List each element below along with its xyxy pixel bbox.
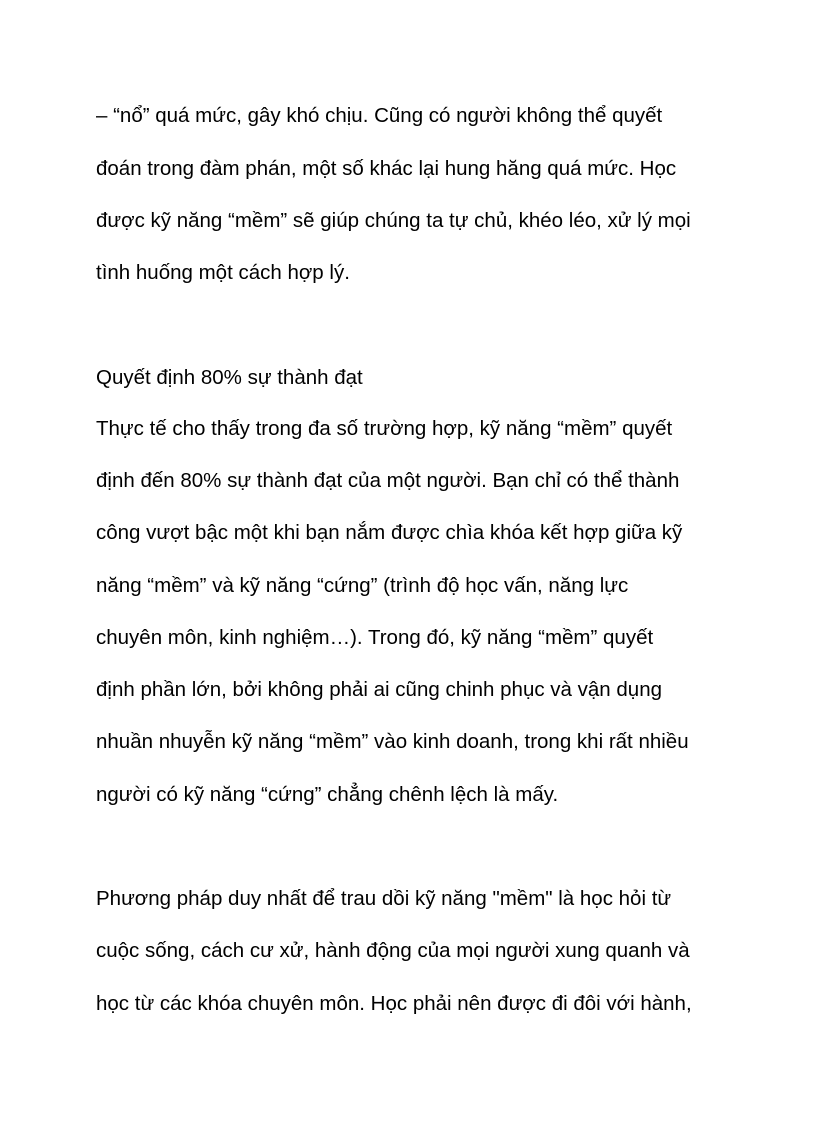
paragraph-2-line-8: người có kỹ năng “cứng” chẳng chênh lệch là mấy. [96, 783, 559, 806]
section-heading: Quyết định 80% sự thành đạt [96, 366, 363, 389]
paragraph-1-line-4: tình huống một cách hợp lý. [96, 261, 350, 284]
paragraph-2-line-1: Thực tế cho thấy trong đa số trường hợp, kỹ năng “mềm” quyết [96, 417, 673, 440]
paragraph-2-line-6: định phần lớn, bởi không phải ai cũng chinh phục và vận dụng [96, 678, 662, 701]
paragraph-1-line-1: – “nổ” quá mức, gây khó chịu. Cũng có người không thể quyết [96, 104, 663, 127]
paragraph-2-line-5: chuyên môn, kinh nghiệm…). Trong đó, kỹ năng “mềm” quyết [96, 626, 654, 649]
paragraph-3-line-1: Phương pháp duy nhất để trau dồi kỹ năng "mềm" là học hỏi từ [96, 887, 672, 910]
paragraph-2-line-3: công vượt bậc một khi bạn nắm được chìa khóa kết hợp giữa kỹ [96, 521, 683, 544]
paragraph-3-line-2: cuộc sống, cách cư xử, hành động của mọi người xung quanh và [96, 939, 690, 962]
paragraph-1-line-2: đoán trong đàm phán, một số khác lại hung hăng quá mức. Học [96, 157, 677, 180]
paragraph-2-line-2: định đến 80% sự thành đạt của một người. Bạn chỉ có thể thành [96, 469, 680, 492]
paragraph-1-line-3: được kỹ năng “mềm” sẽ giúp chúng ta tự chủ, khéo léo, xử lý mọi [96, 209, 691, 232]
paragraph-3-line-3: học từ các khóa chuyên môn. Học phải nên được đi đôi với hành, [96, 992, 692, 1015]
paragraph-2-line-7: nhuần nhuyễn kỹ năng “mềm” vào kinh doanh, trong khi rất nhiều [96, 730, 689, 753]
paragraph-2-line-4: năng “mềm” và kỹ năng “cứng” (trình độ học vấn, năng lực [96, 574, 629, 597]
